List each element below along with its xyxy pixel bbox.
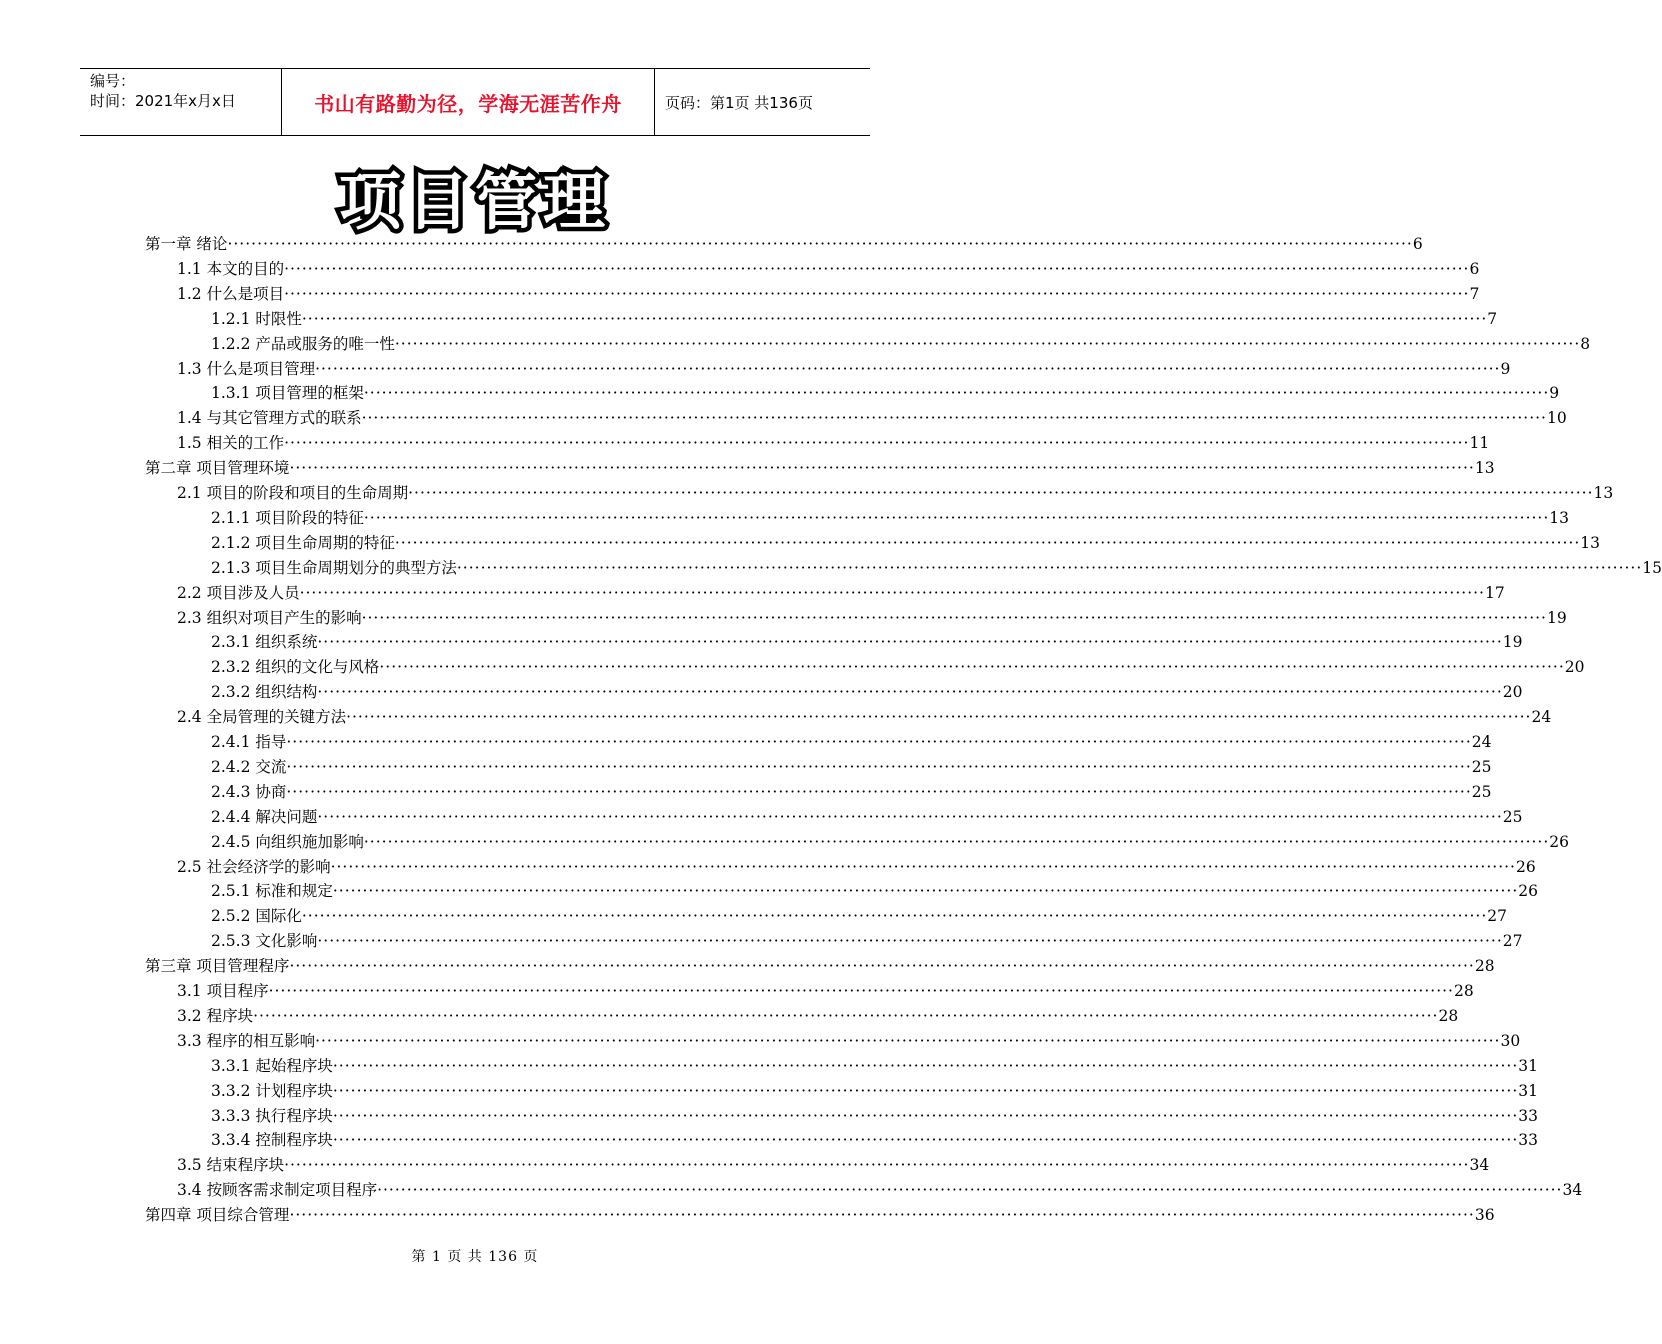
toc-entry-title: 2.4.3 协商 bbox=[211, 782, 287, 801]
motto-text: 书山有路勤为径，学海无涯苦作舟 bbox=[314, 91, 622, 116]
toc-entry-page: 28 bbox=[1438, 1006, 1459, 1025]
toc-leader-dots: ········································································································································································································ bbox=[301, 907, 1488, 926]
toc-entry-page: 31 bbox=[1518, 1081, 1539, 1100]
toc-entry-title: 1.2.2 产品或服务的唯一性 bbox=[211, 334, 395, 353]
toc-entry-page: 33 bbox=[1518, 1106, 1539, 1125]
toc-leader-dots: ········································································································································································································ bbox=[286, 757, 1472, 776]
toc-entry[interactable] bbox=[177, 705, 1552, 730]
toc-entry-title: 第一章 绪论 bbox=[145, 235, 228, 253]
toc-entry-title: 2.5.1 标准和规定 bbox=[211, 882, 333, 901]
toc-entry-title: 2.4 全局管理的关键方法 bbox=[177, 708, 347, 727]
toc-entry-title: 3.3 程序的相互影响 bbox=[177, 1031, 316, 1050]
toc-leader-dots: ········································································································································································································ bbox=[299, 583, 1485, 602]
toc-entry-page: 24 bbox=[1471, 733, 1492, 751]
toc-entry[interactable] bbox=[177, 979, 1474, 1004]
toc-entry-page: 25 bbox=[1502, 807, 1523, 826]
doc-number-label: 编号： bbox=[90, 72, 136, 90]
toc-leader-dots: ········································································································································································································ bbox=[332, 1131, 1519, 1150]
toc-entry[interactable] bbox=[211, 929, 1523, 954]
toc-leader-dots: ········································································································································································································ bbox=[332, 1106, 1519, 1125]
toc-entry-title: 3.3.1 起始程序块 bbox=[211, 1056, 333, 1075]
toc-entry[interactable] bbox=[177, 606, 1567, 631]
toc-entry[interactable] bbox=[211, 630, 1523, 655]
toc-leader-dots: ········································································································································································································ bbox=[315, 1031, 1501, 1050]
toc-leader-dots: ········································································································································································································ bbox=[317, 932, 1503, 951]
toc-entry-page: 26 bbox=[1549, 832, 1570, 851]
toc-leader-dots: ········································································································································································································ bbox=[394, 334, 1581, 353]
toc-leader-dots: ········································································································································································································ bbox=[284, 434, 1470, 453]
toc-entry-title: 2.5.3 文化影响 bbox=[211, 932, 318, 951]
toc-entry[interactable] bbox=[177, 257, 1480, 282]
toc-entry-title: 2.4.2 交流 bbox=[211, 757, 287, 776]
toc-entry[interactable] bbox=[211, 531, 1601, 556]
toc-entry[interactable] bbox=[145, 232, 1423, 257]
toc-leader-dots: ········································································································································································································ bbox=[268, 982, 1454, 1000]
toc-leader-dots: ········································································································································································································ bbox=[317, 807, 1503, 826]
toc-entry-page: 15 bbox=[1642, 558, 1662, 577]
doc-time-label: 时间：2021年x月x日 bbox=[90, 92, 236, 110]
toc-entry-page: 19 bbox=[1502, 633, 1523, 652]
toc-entry-title: 2.3.2 组织的文化与风格 bbox=[211, 658, 380, 677]
toc-leader-dots: ········································································································································································································ bbox=[284, 1156, 1470, 1175]
page-title: 项目管理 bbox=[338, 165, 611, 238]
toc-entry-title: 1.2 什么是项目 bbox=[177, 284, 285, 303]
toc-entry-title: 3.3.3 执行程序块 bbox=[211, 1106, 333, 1125]
toc-entry[interactable] bbox=[177, 581, 1505, 606]
toc-leader-dots: ········································································································································································································ bbox=[332, 1081, 1519, 1100]
toc-entry-page: 27 bbox=[1487, 907, 1508, 926]
toc-leader-dots: ········································································································································································································ bbox=[408, 484, 1594, 502]
toc-entry-page: 27 bbox=[1502, 932, 1523, 951]
toc-entry-page: 26 bbox=[1515, 857, 1536, 876]
toc-leader-dots: ········································································································································································································ bbox=[289, 1206, 1475, 1225]
toc-entry[interactable] bbox=[211, 655, 1585, 680]
toc-entry-page: 19 bbox=[1546, 608, 1567, 627]
toc-leader-dots: ········································································································································································································ bbox=[332, 1056, 1519, 1075]
toc-leader-dots: ········································································································································································································ bbox=[286, 733, 1472, 751]
page-footer: 第 1 页 共 136 页 bbox=[411, 1249, 539, 1265]
toc-entry-page: 26 bbox=[1518, 882, 1539, 901]
toc-leader-dots: ········································································································································································································ bbox=[363, 508, 1550, 527]
toc-entry-page: 13 bbox=[1549, 508, 1570, 527]
toc-entry-page: 30 bbox=[1500, 1031, 1521, 1050]
toc-entry[interactable] bbox=[211, 904, 1508, 929]
toc-entry-title: 3.1 项目程序 bbox=[177, 982, 269, 1000]
toc-entry-page: 17 bbox=[1484, 583, 1505, 602]
toc-entry-page: 10 bbox=[1546, 409, 1567, 428]
toc-entry-title: 第二章 项目管理环境 bbox=[145, 459, 290, 478]
toc-entry-title: 2.2 项目涉及人员 bbox=[177, 583, 300, 602]
toc-entry-page: 28 bbox=[1474, 957, 1495, 976]
toc-entry-title: 2.1.3 项目生命周期划分的典型方法 bbox=[211, 558, 457, 577]
toc-entry-title: 2.4.1 指导 bbox=[211, 733, 287, 751]
toc-entry[interactable] bbox=[145, 954, 1495, 979]
toc-entry-title: 3.3.2 计划程序块 bbox=[211, 1081, 333, 1100]
page-header bbox=[80, 68, 870, 136]
toc-leader-dots: ········································································································································································································ bbox=[363, 832, 1550, 851]
toc-entry[interactable] bbox=[211, 506, 1570, 531]
header-page-info bbox=[655, 69, 870, 135]
toc-entry-title: 1.2.1 时限性 bbox=[211, 309, 302, 328]
toc-entry[interactable] bbox=[145, 456, 1495, 481]
toc-leader-dots: ········································································································································································································ bbox=[315, 359, 1501, 378]
toc-entry-title: 2.5.2 国际化 bbox=[211, 907, 302, 926]
toc-entry[interactable] bbox=[211, 780, 1492, 805]
toc-entry-page: 13 bbox=[1593, 484, 1614, 502]
toc-entry[interactable] bbox=[211, 381, 1560, 406]
toc-entry[interactable] bbox=[177, 1004, 1459, 1029]
toc-entry-page: 6 bbox=[1412, 235, 1423, 253]
toc-entry-page: 36 bbox=[1474, 1206, 1495, 1225]
toc-leader-dots: ········································································································································································································ bbox=[379, 658, 1565, 677]
toc-entry-page: 8 bbox=[1580, 334, 1591, 353]
page-info-text: 页码：第1页 共136页 bbox=[665, 93, 813, 112]
toc-entry[interactable] bbox=[177, 357, 1511, 382]
toc-entry-title: 2.3.1 组织系统 bbox=[211, 633, 318, 652]
toc-entry[interactable] bbox=[211, 1128, 1539, 1153]
toc-entry[interactable] bbox=[211, 805, 1523, 830]
toc-entry-title: 2.3 组织对项目产生的影响 bbox=[177, 608, 362, 627]
header-meta bbox=[80, 69, 282, 135]
toc-entry-page: 13 bbox=[1580, 533, 1601, 552]
toc-entry-title: 2.4.4 解决问题 bbox=[211, 807, 318, 826]
toc-entry-title: 3.5 结束程序块 bbox=[177, 1156, 285, 1175]
toc-entry-page: 11 bbox=[1469, 434, 1490, 453]
toc-leader-dots: ········································································································································································································ bbox=[332, 882, 1519, 901]
toc-leader-dots: ········································································································································································································ bbox=[361, 608, 1547, 627]
toc-entry[interactable] bbox=[177, 855, 1536, 880]
toc-leader-dots: ········································································································································································································ bbox=[227, 235, 1413, 253]
toc-leader-dots: ········································································································································································································ bbox=[286, 782, 1472, 801]
toc-entry-title: 3.4 按顾客需求制定项目程序 bbox=[177, 1181, 378, 1200]
toc-entry[interactable] bbox=[177, 1153, 1490, 1178]
toc-entry-page: 20 bbox=[1502, 683, 1523, 702]
toc-leader-dots: ········································································································································································································ bbox=[317, 633, 1503, 652]
toc-entry-title: 1.4 与其它管理方式的联系 bbox=[177, 409, 362, 428]
toc-entry[interactable] bbox=[211, 1079, 1539, 1104]
toc-entry-title: 1.3.1 项目管理的框架 bbox=[211, 384, 364, 403]
toc-entry[interactable] bbox=[211, 1104, 1539, 1129]
toc-entry-title: 第四章 项目综合管理 bbox=[145, 1206, 290, 1225]
toc-entry-title: 3.3.4 控制程序块 bbox=[211, 1131, 333, 1150]
toc-leader-dots: ········································································································································································································ bbox=[284, 259, 1470, 278]
toc-entry[interactable] bbox=[211, 680, 1523, 705]
toc-entry[interactable] bbox=[211, 730, 1492, 755]
toc-leader-dots: ········································································································································································································ bbox=[289, 957, 1475, 976]
toc-entry[interactable] bbox=[177, 1029, 1521, 1054]
toc-leader-dots: ········································································································································································································ bbox=[363, 384, 1550, 403]
toc-entry-page: 33 bbox=[1518, 1131, 1539, 1150]
toc-entry-title: 3.2 程序块 bbox=[177, 1006, 254, 1025]
toc-entry-title: 2.4.5 向组织施加影响 bbox=[211, 832, 364, 851]
toc-entry[interactable] bbox=[177, 431, 1490, 456]
toc-entry-page: 9 bbox=[1500, 359, 1511, 378]
toc-entry-title: 2.1 项目的阶段和项目的生命周期 bbox=[177, 484, 409, 502]
toc-entry-page: 25 bbox=[1471, 757, 1492, 776]
header-motto bbox=[282, 69, 655, 135]
toc-leader-dots: ········································································································································································································ bbox=[301, 309, 1488, 328]
toc-entry[interactable] bbox=[211, 755, 1492, 780]
toc-leader-dots: ········································································································································································································ bbox=[289, 459, 1475, 478]
toc-entry-page: 7 bbox=[1469, 284, 1480, 303]
toc-entry[interactable] bbox=[211, 830, 1570, 855]
toc-entry[interactable] bbox=[211, 307, 1498, 332]
toc-entry-page: 34 bbox=[1562, 1181, 1583, 1200]
toc-leader-dots: ········································································································································································································ bbox=[253, 1006, 1439, 1025]
toc-entry-title: 2.1.2 项目生命周期的特征 bbox=[211, 533, 395, 552]
toc-entry-page: 7 bbox=[1487, 309, 1498, 328]
toc-entry-title: 1.5 相关的工作 bbox=[177, 434, 285, 453]
toc-leader-dots: ········································································································································································································ bbox=[456, 558, 1643, 577]
toc-entry-title: 第三章 项目管理程序 bbox=[145, 957, 290, 976]
toc-entry-page: 31 bbox=[1518, 1056, 1539, 1075]
toc-entry-page: 24 bbox=[1531, 708, 1552, 727]
toc-leader-dots: ········································································································································································································ bbox=[377, 1181, 1563, 1200]
toc-entry[interactable] bbox=[211, 1054, 1539, 1079]
toc-leader-dots: ········································································································································································································ bbox=[346, 708, 1532, 727]
toc-leader-dots: ········································································································································································································ bbox=[284, 284, 1470, 303]
toc-leader-dots: ········································································································································································································ bbox=[394, 533, 1581, 552]
toc-entry-page: 9 bbox=[1549, 384, 1560, 403]
toc-entry-title: 2.3.2 组织结构 bbox=[211, 683, 318, 702]
toc-entry[interactable] bbox=[177, 406, 1567, 431]
toc-entry[interactable] bbox=[177, 1178, 1583, 1203]
toc-entry-title: 2.1.1 项目阶段的特征 bbox=[211, 508, 364, 527]
toc-entry-title: 1.1 本文的目的 bbox=[177, 259, 285, 278]
toc-entry-title: 1.3 什么是项目管理 bbox=[177, 359, 316, 378]
toc-entry[interactable] bbox=[211, 879, 1539, 904]
toc-leader-dots: ········································································································································································································ bbox=[330, 857, 1516, 876]
toc-entry-page: 20 bbox=[1564, 658, 1585, 677]
toc-entry[interactable] bbox=[177, 481, 1614, 506]
toc-entry[interactable] bbox=[177, 282, 1480, 307]
toc-entry[interactable] bbox=[211, 332, 1591, 357]
toc-entry-page: 34 bbox=[1469, 1156, 1490, 1175]
toc-entry-page: 6 bbox=[1469, 259, 1480, 278]
toc-entry-page: 13 bbox=[1474, 459, 1495, 478]
toc-leader-dots: ········································································································································································································ bbox=[317, 683, 1503, 702]
toc-entry-page: 28 bbox=[1453, 982, 1474, 1000]
toc-entry[interactable] bbox=[145, 1203, 1495, 1228]
toc-entry-page: 25 bbox=[1471, 782, 1492, 801]
toc-entry-title: 2.5 社会经济学的影响 bbox=[177, 857, 331, 876]
toc-leader-dots: ········································································································································································································ bbox=[361, 409, 1547, 428]
toc-entry[interactable] bbox=[211, 556, 1662, 581]
